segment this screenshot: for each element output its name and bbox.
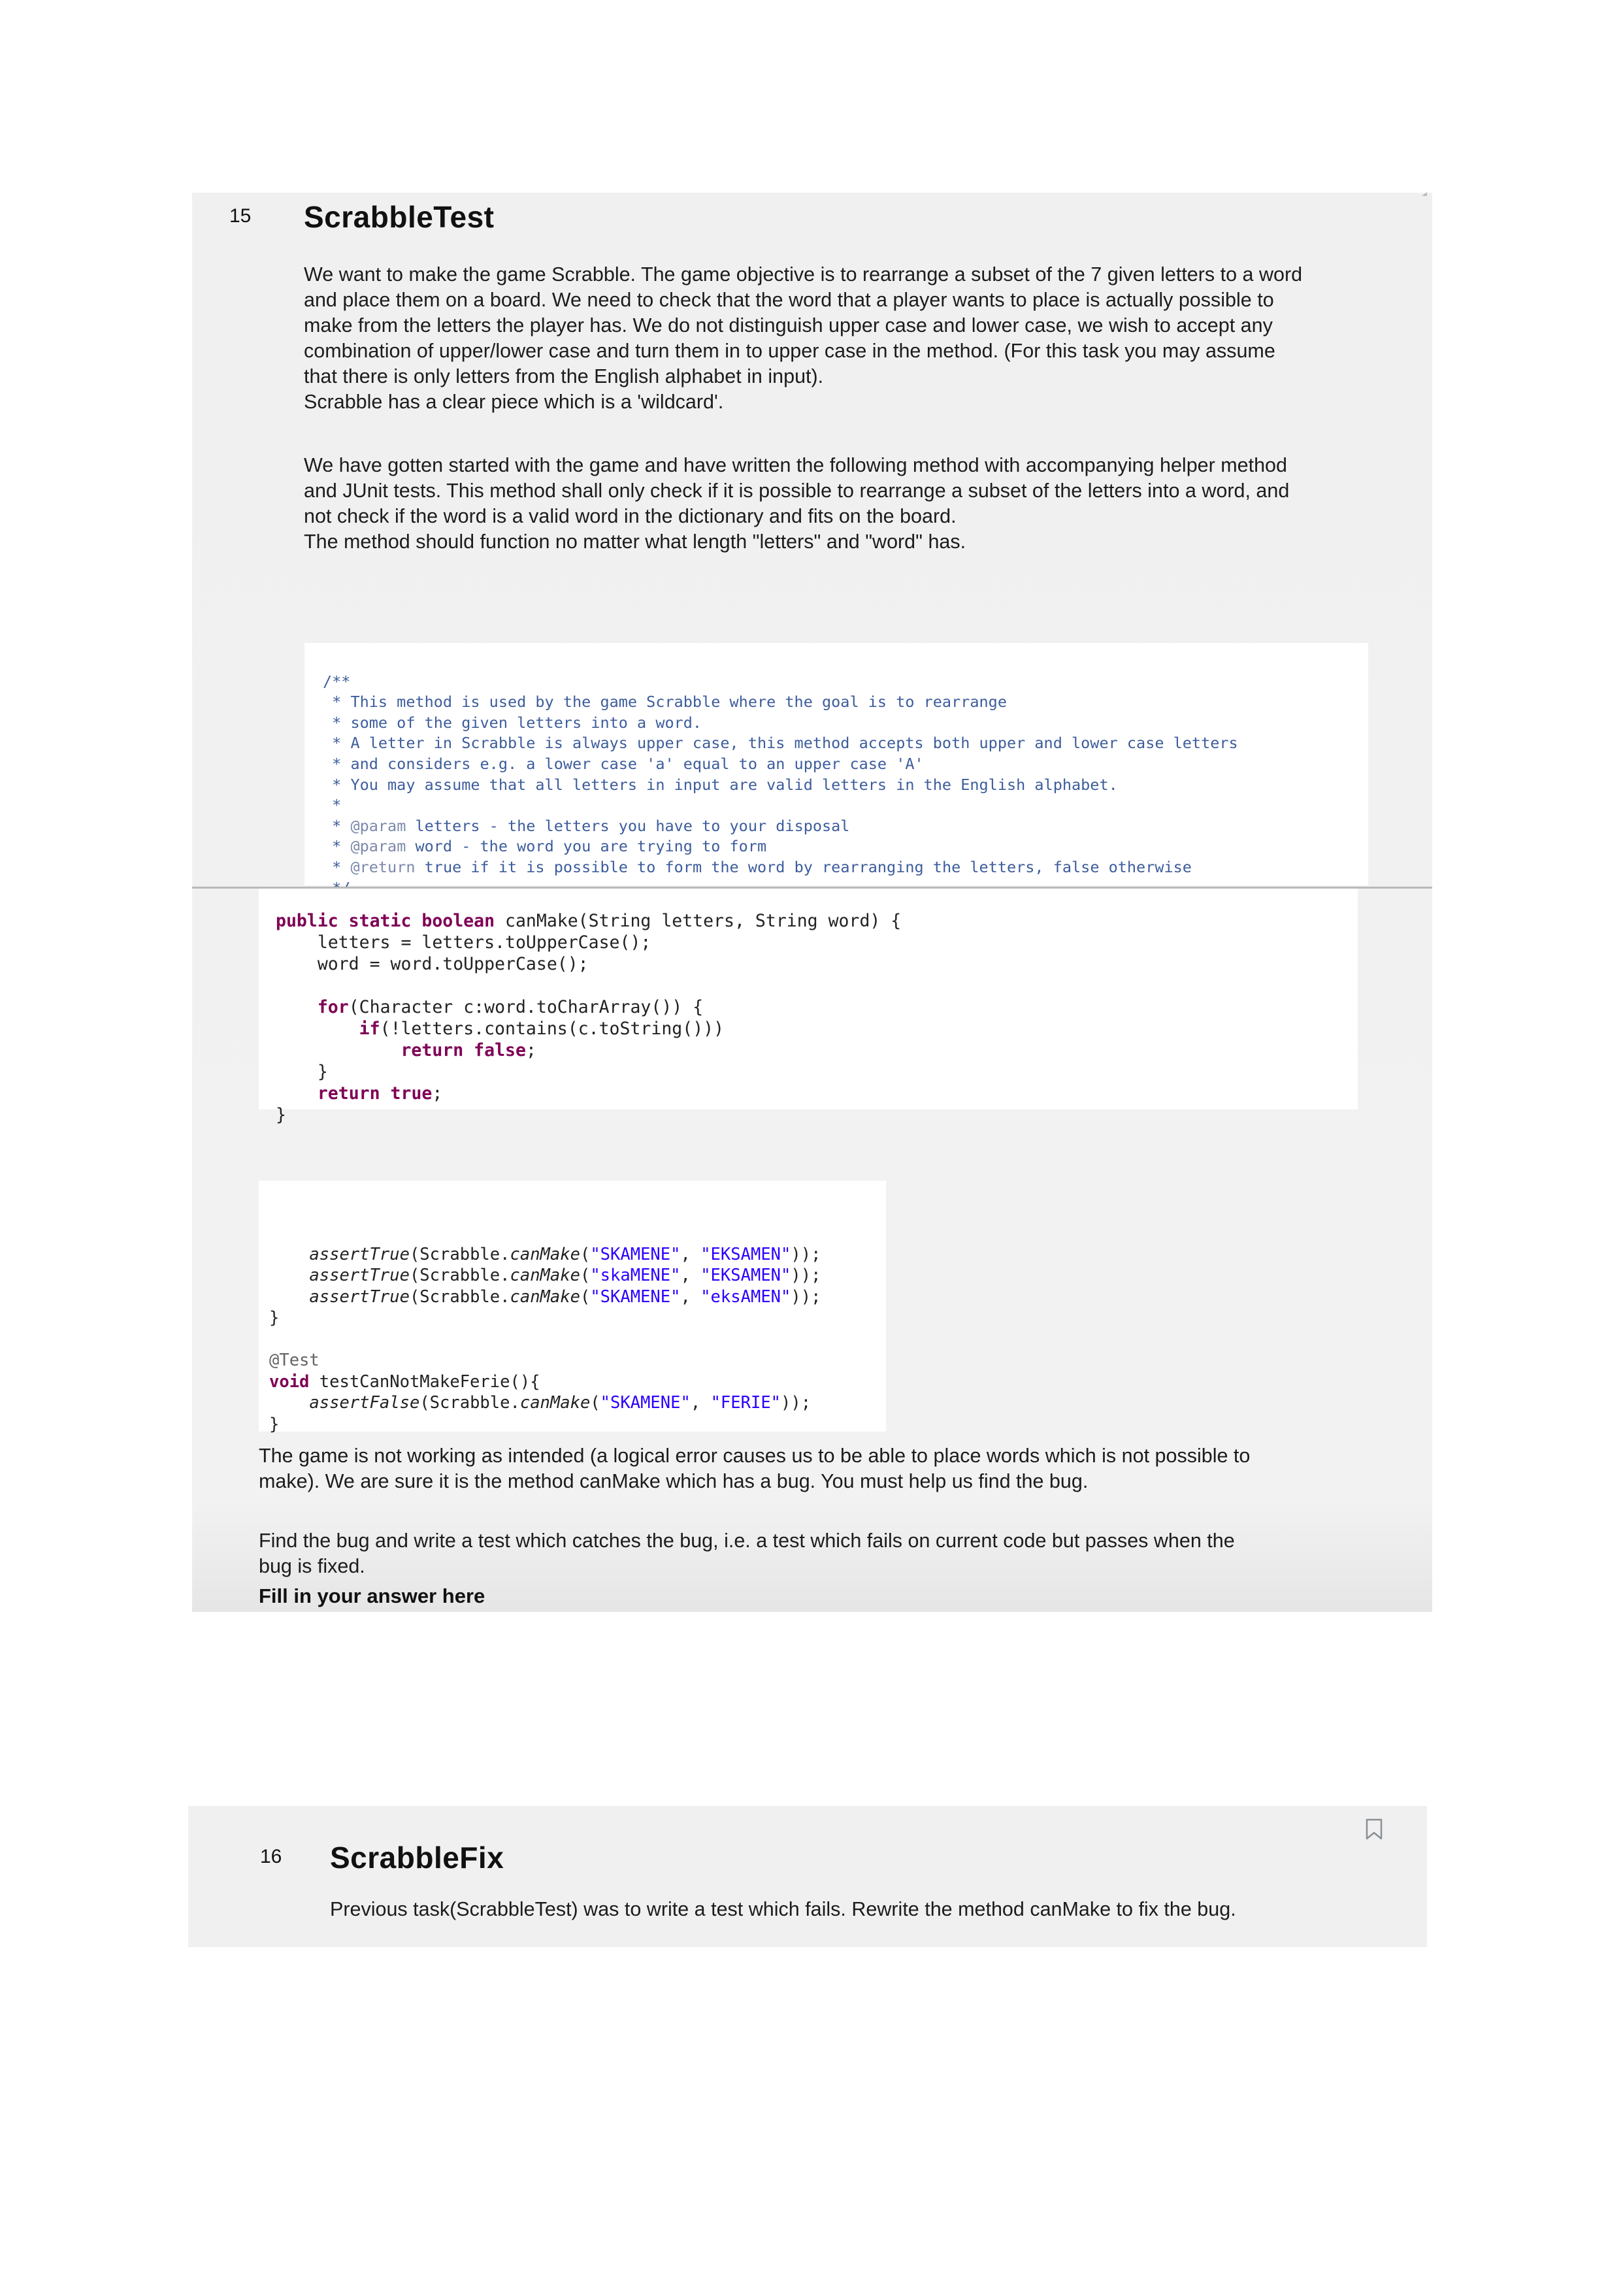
question-number: 16 xyxy=(260,1846,282,1867)
answer-label: Fill in your answer here xyxy=(259,1584,485,1607)
context-paragraph: We have gotten started with the game and have written the following method with accompanying helper method and JUnit tests. This method shall only check if it is possible to rearrange a subset of the letters into a word, and not check if the word is a valid word in the dictionary and fits on the board. The method should function no matter what length "letters" and "word" has. xyxy=(304,454,1290,553)
tests-code-block: assertTrue(Scrabble.canMake("SKAMENE", "EKSAMEN")); assertTrue(Scrabble.canMake("skaMENE", "EKSAMEN")); assertTrue(Scrabble.canMake("SKAMENE", "eksAMEN")); } @Test void testCanNotMakeFerie(){ assertFalse(Scrabble.canMake("SKAMENE", "FERIE")); } xyxy=(259,1181,886,1432)
javadoc-code-block: /** * This method is used by the game Scrabble where the goal is to rearrange * some of the given letters into a word. * A letter in Scrabble is always upper case, this method accepts both upper and lower case letters * and considers e.g. a lower case 'a' equal to an upper case 'A' * You may assume that all letters in input are valid letters in the English alphabet. * * @param letters - the letters you have to your disposal * @param word - the word you are trying to form * @return true if it is possible to form the word by rearranging the letters, false otherwise xyxy=(304,643,1368,885)
resize-corner-icon xyxy=(1420,189,1428,197)
task-paragraph: Find the bug and write a test which catches the bug, i.e. a test which fails on current code but passes when the bug is fixed. xyxy=(259,1530,1235,1577)
question-16-text: Previous task(ScrabbleTest) was to write a test which fails. Rewrite the method canMake to fix the bug. xyxy=(330,1898,1236,1920)
problem-paragraph: The game is not working as intended (a logical error causes us to be able to place words which is not possible to make). We are sure it is the method canMake which has a bug. You must help us find the bug. xyxy=(259,1445,1251,1492)
question-16-card xyxy=(188,1806,1427,1947)
question-title: ScrabbleFix xyxy=(330,1841,504,1875)
question-title: ScrabbleTest xyxy=(304,200,495,234)
question-number: 15 xyxy=(229,205,252,227)
bookmark-icon[interactable] xyxy=(1365,1818,1383,1841)
method-code-block: public static boolean canMake(String letters, String word) { letters = letters.toUpperCase(); word = word.toUpperCase(); for(Character c:word.toCharArray()) { if(!letters.contains(c.toString())) return false; } return true; } xyxy=(259,889,1358,1109)
intro-paragraph: We want to make the game Scrabble. The game objective is to rearrange a subset of the 7 given letters to a word and place them on a board. We need to check that the word that a player wants to place is actually possible to make from the letters the player has. We do not distinguish upper case and lower case, we wish to accept any combination of upper/lower case and turn them in to upper case in the method. (For this task you may assume that there is only letters from the English alphabet in input). Scrabble has a clear piece which is a 'wildcard'. xyxy=(304,263,1303,413)
